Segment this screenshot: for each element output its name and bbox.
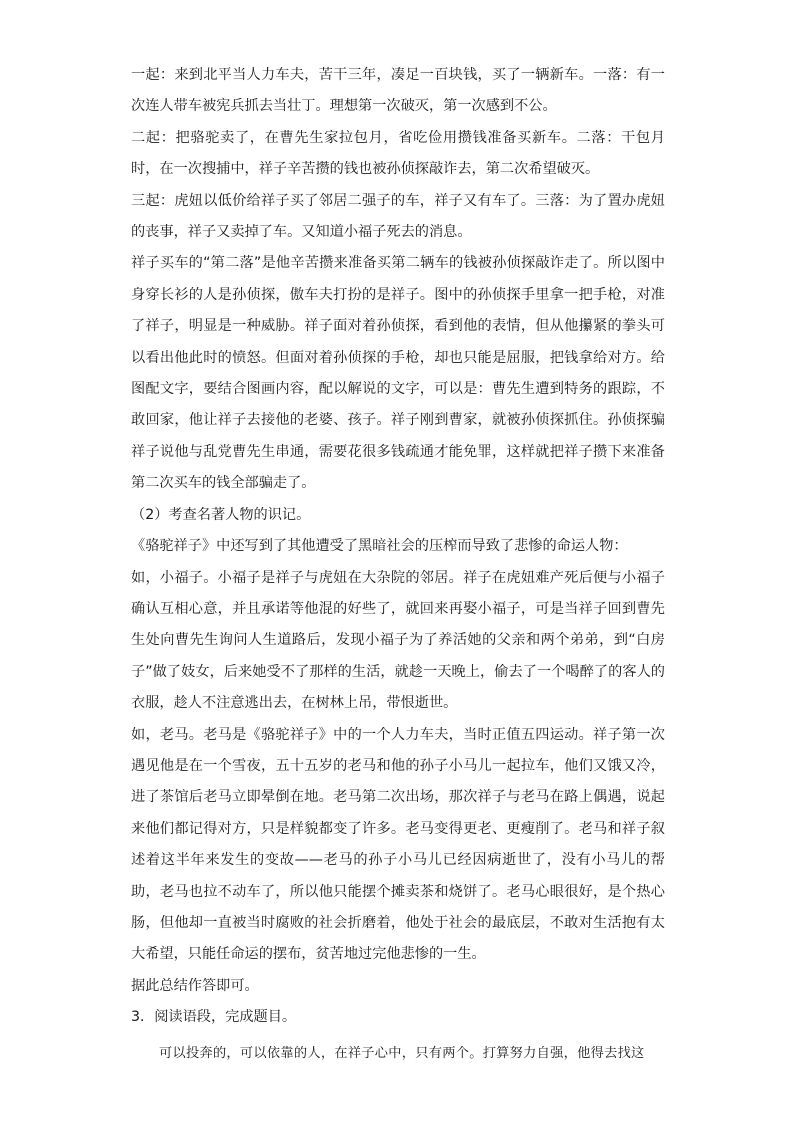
question-3-heading: 3．阅读语段，完成题目。 xyxy=(131,1009,297,1026)
paragraph-third-rise-fall: 三起：虎妞以低价给祥子买了邻居二强子的车，祥子又有车了。三落：为了置办虎妞的丧事，祥子又卖掉了车。又知道小福子死去的消息。 xyxy=(131,192,665,241)
paragraph-image-analysis: 祥子买车的“第二落”是他辛苦攒来准备买第二辆车的钱被孙侦探敲诈走了。所以图中身穿长衫的人是孙侦探，傲车夫打扮的是祥子。图中的孙侦探手里拿一把手枪，对准了祥子，明显是一种威胁。祥子面对着孙侦探，看到他的表情，但从他攥紧的拳头可以看出他此时的愤怒。但面对着孙侦探的手枪，却也只能是屈服，把钱拿给对方。给图配文字，要结合图画内容，配以解说的文字，可以是：曹先生遭到特务的跟踪，不敢回家，他让祥子去接他的老婆、孩子。祥子刚到曹家，就被孙侦探抓住。孙侦探骗祥子说他与乱党曹先生串通，需要花很多钱疏通才能免罪，这样就把祥子攒下来准备第二次买车的钱全部骗走了。 xyxy=(131,255,665,492)
paragraph-second-rise-fall: 二起：把骆驼卖了，在曹先生家拉包月，省吃俭用攒钱准备买新车。二落：干包月时，在一次搜捕中，祥子辛苦攒的钱也被孙侦探敲诈去，第二次希望破灭。 xyxy=(131,129,665,178)
paragraph-laoma: 如，老马。老马是《骆驼祥子》中的一个人力车夫，当时正值五四运动。祥子第一次遇见他是在一个雪夜，五十五岁的老马和他的孙子小马儿一起拉车，他们又饿又冷，进了茶馆后老马立即晕倒在地。老马第二次出场，那次祥子与老马在路上偶遇，说起来他们都记得对方，只是样貌都变了许多。老马变得更老、更瘦削了。老马和祥子叙述着这半年来发生的变故——老马的孙子小马儿已经因病逝世了，没有小马儿的帮助，老马也拉不动车了，所以他只能摆个摊卖茶和烧饼了。老马心眼很好，是个热心肠，但他却一直被当时腐败的社会折磨着，他处于社会的最底层，不敢对生活抱有太大希望，只能任命运的摆布，贫苦地过完他悲惨的一生。 xyxy=(131,726,665,963)
reading-passage: 可以投奔的，可以依靠的人，在祥子心中，只有两个。打算努力自强，他得去找这 xyxy=(159,1045,645,1061)
paragraph-other-characters-intro: 《骆驼祥子》中还写到了其他遭受了黑暗社会的压榨而导致了悲惨的命运人物： xyxy=(131,538,628,555)
answer-explanation xyxy=(131,60,665,1069)
paragraph-summary-instruction: 据此总结作答即可。 xyxy=(131,977,259,994)
paragraph-first-rise-fall: 一起：来到北平当人力车夫，苦干三年，凑足一百块钱，买了一辆新车。一落：有一次连人带车被宪兵抓去当壮丁。理想第一次破灭，第一次感到不公。 xyxy=(131,67,665,115)
paragraph-xiaofuzi: 如，小福子。小福子是祥子与虎妞在大杂院的邻居。祥子在虎妞难产死后便与小福子确认互相心意，并且承诺等他混的好些了，就回来再娶小福子，可是当祥子回到曹先生处向曹先生询问人生道路后，发现小福子为了养活她的父亲和两个弟弟，到“白房子”做了妓女，后来她受不了那样的生活，就趁一天晚上，偷去了一个喝醉了的客人的衣服，趁人不注意逃出去，在树林上吊，带恨逝世。 xyxy=(131,569,665,712)
subquestion-2-heading: （2）考查名著人物的识记。 xyxy=(131,506,311,523)
